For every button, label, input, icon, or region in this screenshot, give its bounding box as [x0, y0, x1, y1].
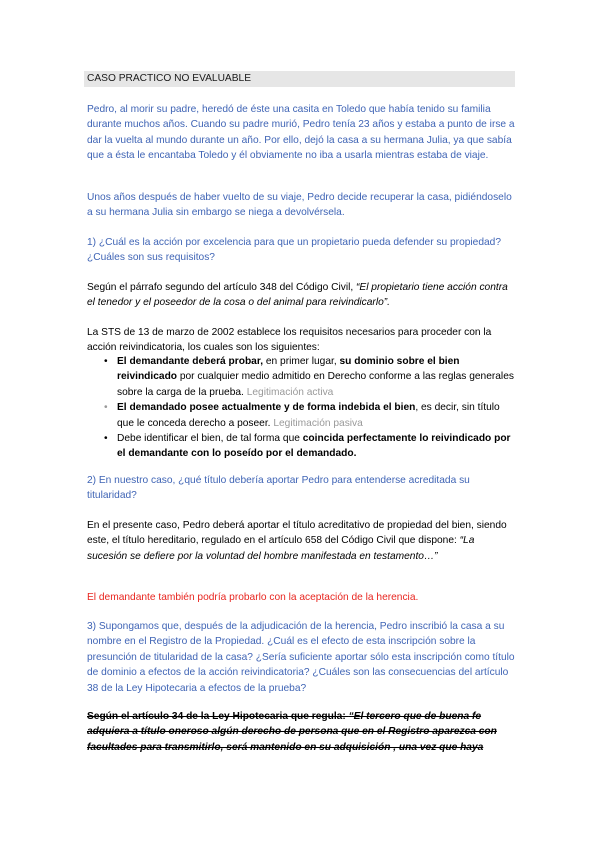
requirement-text: por cualquier medio admitido en Derecho conforme a las reglas generales sobre la carga de la prueba. [117, 371, 514, 398]
question-1: 1) ¿Cuál es la acción por excelencia para que un propietario pueda defender su propiedad? ¿Cuáles son sus requisitos? [87, 237, 502, 264]
requirement-text: Debe identificar el bien, de tal forma que [117, 433, 303, 445]
list-item [87, 431, 515, 462]
article-658-quote: “La sucesión se defiere por la voluntad del hombre manifestada en testamento…” [87, 535, 475, 562]
requirement-text: en primer lugar, [263, 356, 340, 367]
case-intro-paragraph-2: Unos años después de haber vuelto de su viaje, Pedro decide recuperar la casa, pidiéndoselo a su hermana Julia sin embargo se niega a devolvérsela. [87, 192, 512, 219]
bullet-icon: • [104, 356, 108, 367]
answer-2-text: En el presente caso, Pedro deberá aportar el título acreditativo de propiedad del bien, siendo este, el título hereditario, regulado en el artículo 658 del Código Civil que dispone: [87, 520, 507, 547]
bullet-icon: • [104, 433, 108, 445]
list-item [87, 400, 515, 431]
case-intro-paragraph: Pedro, al morir su padre, heredó de éste una casita en Toledo que había tenido su familia durante muchos años. Cuando su padre murió, Pedro tenía 23 años y estaba a punto de irse a dar la vuelta al mundo durante un año. Por ello, dejó la casa a su hermana Julia, ya que sabía que a ésta le encantaba Toledo y él obviamente no iba a usarla mientras estaba de viaje. [87, 104, 515, 162]
legitimacy-note: Legitimación activa [243, 386, 334, 398]
requirement-emphasis: coincida perfectamente lo reivindicado por el demandante con lo poseído por el demandado. [117, 433, 511, 460]
article-34-quote: “El tercero que de buena fe adquiera a título oneroso algún derecho de persona que en el Registro aparezca con facultades para transmitirlo, será mantenido en su adquisición , una vez que haya [87, 711, 497, 753]
list-item [87, 354, 515, 400]
question-2: 2) En nuestro caso, ¿qué título debería aportar Pedro para entenderse acreditada su titularidad? [87, 475, 470, 502]
requirements-list [87, 354, 515, 462]
answer-3-text: Según el artículo 34 de la Ley Hipotecaria que regula: [87, 711, 349, 722]
bullet-icon: • [104, 402, 108, 414]
answer-1-paragraph-2: La STS de 13 de marzo de 2002 establece los requisitos necesarios para proceder con la acción reivindicatoria, los cuales son los siguientes: [87, 327, 492, 354]
requirement-emphasis: su dominio sobre el bien reivindicado [117, 356, 460, 383]
answer-3-struck-paragraph [87, 709, 515, 755]
question-3: 3) Supongamos que, después de la adjudicación de la herencia, Pedro inscribió la casa a su nombre en el Registro de la Propiedad. ¿Cuál es el efecto de esta inscripción sobre la presunción de titularidad de la casa? ¿Sería suficiente aportar sólo esta inscripción como título de dominio a efectos de la acción reivindicatoria? ¿Cuáles son las consecuencias del artículo 38 de la Ley Hipotecaria a efectos de la prueba? [87, 621, 515, 694]
answer-2-correction: El demandante también podría probarlo con la aceptación de la herencia. [87, 592, 419, 603]
document-title: CASO PRACTICO NO EVALUABLE [84, 71, 515, 87]
requirement-emphasis: El demandante deberá probar, [117, 356, 264, 367]
requirement-emphasis: El demandado posee actualmente y de forma indebida el bien [117, 402, 416, 414]
answer-1-text: Según el párrafo segundo del artículo 348 del Código Civil, [87, 282, 357, 293]
answer-2-paragraph [87, 518, 515, 564]
legitimacy-note: Legitimación pasiva [270, 417, 363, 429]
article-348-quote: “El propietario tiene acción contra el tenedor y el poseedor de la cosa o del animal para reivindicarlo”. [87, 282, 508, 309]
answer-1-paragraph-1 [87, 280, 515, 311]
requirement-text: , es decir, sin título que le conceda derecho a poseer. [117, 402, 500, 429]
